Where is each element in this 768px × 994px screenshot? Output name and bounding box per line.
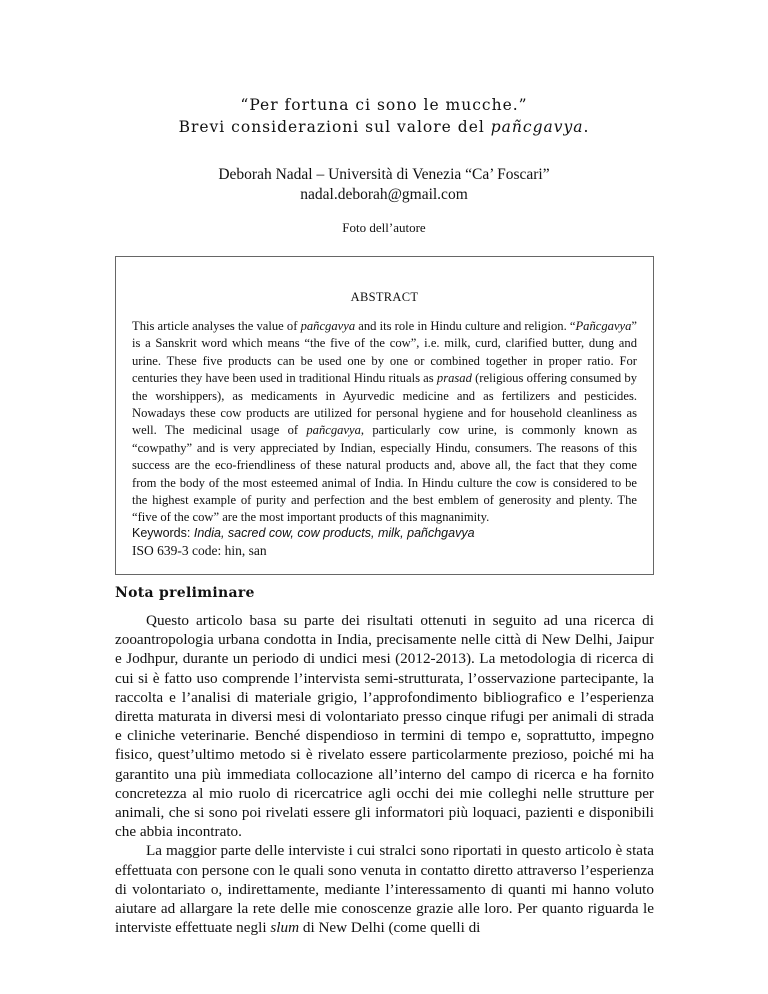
paper-title-line-1: “Per fortuna ci sono le mucche.”	[240, 96, 528, 114]
italic-term: slum	[270, 919, 300, 937]
body-paragraph: Questo articolo basa su parte dei risultati ottenuti in seguito ad una ricerca di zooantropologia urbana condotta in India, precisamente nelle città di New Delhi, Jaipur e Jodhpur, durante un periodo di undici mesi (2012-2013). La metodologia di ricerca di cui si è fatto uso comprende l’intervista semi-strutturata, l’osservazione partecipante, la raccolta e l’analisi di materiale grigio, l’approfondimento bibliografico e l’esperienza diretta maturata in diversi mesi di volontariato presso cinque rifugi per animali di strada e cliniche veterinarie. Benché dispendioso in termini di tempo e, soprattutto, impegno fisico, quest’ultimo metodo si è rivelato essere particolarmente prezioso, poiché mi ha garantito una più immediata collocazione all’interno del campo di ricerca e ha fornito concretezza al mio ruolo di ricercatrice agli occhi dei mie colleghi nelle strutture per animali, che si sono poi rivelati essere gli informatori più loquaci, pazienti e disponibili che abbia incontrato.	[115, 612, 654, 841]
iso-code: ISO 639-3 code: hin, san	[132, 543, 267, 558]
keywords-label: Keywords:	[132, 526, 194, 540]
abstract-box	[115, 256, 654, 575]
keywords-list: India, sacred cow, cow products, milk, pañchgavya	[193, 526, 475, 540]
italic-term: Pañcgavya	[575, 319, 632, 333]
keywords-line	[132, 525, 637, 542]
photo-credit: Foto dell’autore	[342, 220, 426, 235]
title-text: Brevi considerazioni sul valore del	[178, 118, 491, 136]
italic-term: pañcgavya	[306, 423, 361, 438]
abstract-text: This article analyses the value of pañcgavya and its role in Hindu culture and religion. “Pañcgavya” is a Sanskrit word which means “the five of the cow”, i.e. milk, curd, clarified butter, dung and urine. These five products can be used one by one or combined together in proper ratio. For centuries they have been used in traditional Hindu rituals as prasad (religious offering consumed by the worshippers), as medicaments in Ayurvedic medicine and as fertilizers and pesticides. Nowadays these cow products are utilized for personal hygiene and for household cleanliness as well. The medicinal usage of pañcgavya, particularly cow urine, is commonly known as “cowpathy” and is very appreciated by Indian, especially Hindu, consumers. The reasons of this success are the eco-friendliness of these natural products and, above all, the fact that they come from the body of the most esteemed animal of India. In Hindu culture the cow is considered to be the highest example of purity and perfection and the best emblem of generosity and plenty. The “five of the cow” are the most important products of this magnanimity.	[132, 319, 638, 525]
section-heading: Nota preliminare	[115, 585, 255, 601]
title-period: .	[583, 118, 590, 136]
abstract-heading: ABSTRACT	[350, 290, 419, 304]
author-line: Deborah Nadal – Università di Venezia “Ca’ Foscari”	[218, 166, 550, 183]
italic-term: pañcgavya	[300, 319, 356, 333]
title-italic-term: pañcgavya	[490, 118, 584, 136]
italic-term: prasad	[436, 371, 472, 386]
author-email: nadal.deborah@gmail.com	[300, 186, 468, 203]
body-text	[115, 611, 654, 937]
paper-title-line-2	[0, 116, 768, 138]
body-paragraph: La maggior parte delle interviste i cui stralci sono riportati in questo articolo è stata effettuata con persone con le quali sono venuta in contatto diretto attraverso l’esperienza di volontariato o, indirettamente, mediante l’interessamento di quanti mi hanno voluto aiutare ad allargare la rete delle mie conoscenze grazie alle loro. Per quanto riguarda le interviste effettuate negli slum di New Delhi (come quelli di	[115, 842, 654, 937]
